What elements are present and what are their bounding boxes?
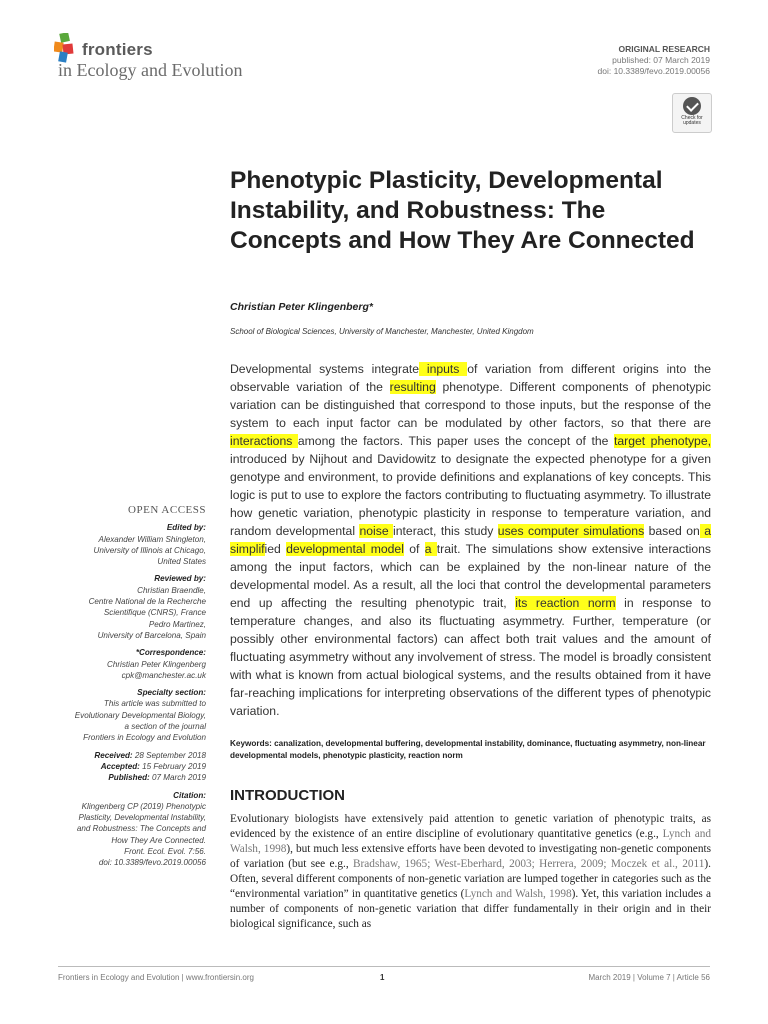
specialty-line: Evolutionary Developmental Biology, bbox=[74, 710, 206, 720]
highlight: inputs bbox=[419, 362, 468, 376]
highlight: uses computer simulations bbox=[497, 524, 645, 538]
brand-name: frontiers bbox=[82, 40, 153, 59]
highlight: a bbox=[424, 542, 437, 556]
highlight: its reaction norm bbox=[515, 596, 616, 610]
reviewer-line: University of Barcelona, Spain bbox=[97, 630, 206, 640]
introduction-text: Evolutionary biologists have extensively paid attention to genetic variation of phenotypic traits, as evidenced by the existence of an entire discipline of evolutionary quantitative genetics (e.g., Lynch and Walsh, 1998), but much less extensive efforts have been devoted to investigating non-genetic components of variation (but see e.g., Bradshaw, 1965; West-Eberhard, 2003; Herrera, 2009; Moczek et al., 2011). Often, several different components of non-genetic variation are lumped together in categories such as the “environmental variation” in quantitative genetics (Lynch and Walsh, 1998). Yet, this variation includes a number of components of non-genetic variation that differ fundamentally in their origin and in their biological significance, such as bbox=[230, 813, 712, 930]
citation-line: How They Are Connected. bbox=[111, 835, 206, 845]
highlight: resulting bbox=[389, 380, 436, 394]
accepted-date: Accepted: 15 February 2019 bbox=[100, 761, 206, 771]
specialty-line: Frontiers in Ecology and Evolution bbox=[83, 733, 206, 743]
author-affiliation: School of Biological Sciences, University of Manchester, Manchester, United Kingdom bbox=[230, 327, 534, 336]
citation-line: and Robustness: The Concepts and bbox=[76, 824, 206, 834]
reviewer-line: Pedro Martinez, bbox=[148, 619, 206, 629]
check-updates-label: Check for updates bbox=[681, 115, 703, 126]
correspondence-email[interactable]: cpk@manchester.ac.uk bbox=[121, 670, 206, 680]
received-date: Received: 28 September 2018 bbox=[94, 750, 206, 760]
frontiers-logo-icon bbox=[54, 33, 80, 63]
published-date: published: 07 March 2019 bbox=[612, 55, 710, 65]
open-access-label: OPEN ACCESS bbox=[128, 504, 206, 516]
edited-by-label: Edited by: bbox=[166, 523, 206, 533]
specialty-section-label: Specialty section: bbox=[137, 688, 206, 698]
footer-issue: March 2019 | Volume 7 | Article 56 bbox=[588, 973, 710, 982]
highlight: interactions bbox=[230, 434, 298, 448]
reviewed-by-label: Reviewed by: bbox=[154, 574, 206, 584]
editor-line: United States bbox=[157, 557, 206, 567]
published-date-side: Published: 07 March 2019 bbox=[108, 773, 206, 783]
correspondence-name: Christian Peter Klingenberg bbox=[107, 659, 206, 669]
citation-link[interactable]: Lynch and Walsh, 1998 bbox=[464, 888, 572, 900]
highlight: target phenotype, bbox=[613, 434, 711, 448]
check-for-updates-button[interactable] bbox=[672, 93, 712, 133]
citation-line: Klingenberg CP (2019) Phenotypic bbox=[81, 801, 206, 811]
doi-link[interactable]: doi: 10.3389/fevo.2019.00056 bbox=[597, 66, 710, 76]
specialty-line: This article was submitted to bbox=[103, 699, 206, 709]
highlight: a simplif bbox=[230, 524, 712, 556]
abstract: Developmental systems integrate inputs of variation from different origins into the observable variation of the resulting phenotype. Different components of phenotypic variation can be distinguished that correspond to those inputs, but the response of the system to each input factor can be modulated by other factors, so that there are interactions among the factors. This paper uses the concept of the target phenotype, introduced by Nijhout and Davidowitz to designate the expected phenotype for a given genotype and environment, to provide definitions and explanations of key concepts. This logic is put to use to explore the factors contributing to fluctuating asymmetry. To illustrate how genetic variation, phenotypic plasticity in response to temperature variation, and random developmental noise interact, this study uses computer simulations based on a simplified developmental model of a trait. The simulations show extensive interactions among the input factors, which can be explained by the non-linear nature of the developmental model. As a result, all the loci that control the developmental parameters end up affecting the resulting phenotypic trait, its reaction norm in response to temperature changes, and also its fluctuating asymmetry. Further, temperature (or possibly other environmental factors) can affect both trait values and the amount of fluctuating asymmetry without any involvement of stress. The model is broadly consistent with what is known from actual biological systems, and the results obtained from it have far-reaching implications for interpreting observations of the different types of phenotypic variation. bbox=[230, 362, 712, 718]
reviewer-line: Centre National de la Recherche bbox=[88, 597, 206, 607]
specialty-line: a section of the journal bbox=[124, 722, 206, 732]
reviewer-line: Christian Braendle, bbox=[137, 585, 206, 595]
editor-line: University of Illinois at Chicago, bbox=[93, 545, 206, 555]
citation-line: Front. Ecol. Evol. 7:56. bbox=[124, 847, 206, 857]
citation-doi[interactable]: doi: 10.3389/fevo.2019.00056 bbox=[98, 858, 206, 868]
reviewer-line: Scientifique (CNRS), France bbox=[103, 608, 206, 618]
citation-link[interactable]: Bradshaw, 1965; West-Eberhard, 2003; Herrera, 2009; Moczek et al., 2011 bbox=[353, 858, 705, 870]
article-type: ORIGINAL RESEARCH bbox=[618, 44, 710, 54]
section-heading-introduction: INTRODUCTION bbox=[230, 787, 345, 804]
correspondence-label: *Correspondence: bbox=[135, 648, 206, 658]
journal-name: in Ecology and Evolution bbox=[58, 60, 243, 80]
citation-label: Citation: bbox=[173, 790, 206, 800]
sidebar-metadata bbox=[48, 505, 206, 869]
citation-link[interactable]: Lynch and Walsh, 1998 bbox=[230, 828, 712, 855]
highlight: developmental model bbox=[286, 542, 404, 556]
keywords: Keywords: canalization, developmental buffering, developmental instability, dominance, fluctuating asymmetry, non-linear developmental models, phenotypic plasticity, reaction norm bbox=[230, 739, 706, 760]
article-title: Phenotypic Plasticity, Developmental Instability, and Robustness: The Concepts and How They Are Connected bbox=[230, 167, 695, 254]
highlight: noise bbox=[359, 524, 394, 538]
page-number: 1 bbox=[380, 973, 385, 982]
footer-journal[interactable]: Frontiers in Ecology and Evolution | www.frontiersin.org bbox=[58, 973, 254, 982]
footer-divider bbox=[58, 966, 710, 967]
citation-line: Plasticity, Developmental Instability, bbox=[78, 813, 206, 823]
check-updates-icon bbox=[683, 97, 701, 115]
editor-line: Alexander William Shingleton, bbox=[98, 534, 206, 544]
author-name[interactable]: Christian Peter Klingenberg* bbox=[230, 301, 373, 313]
